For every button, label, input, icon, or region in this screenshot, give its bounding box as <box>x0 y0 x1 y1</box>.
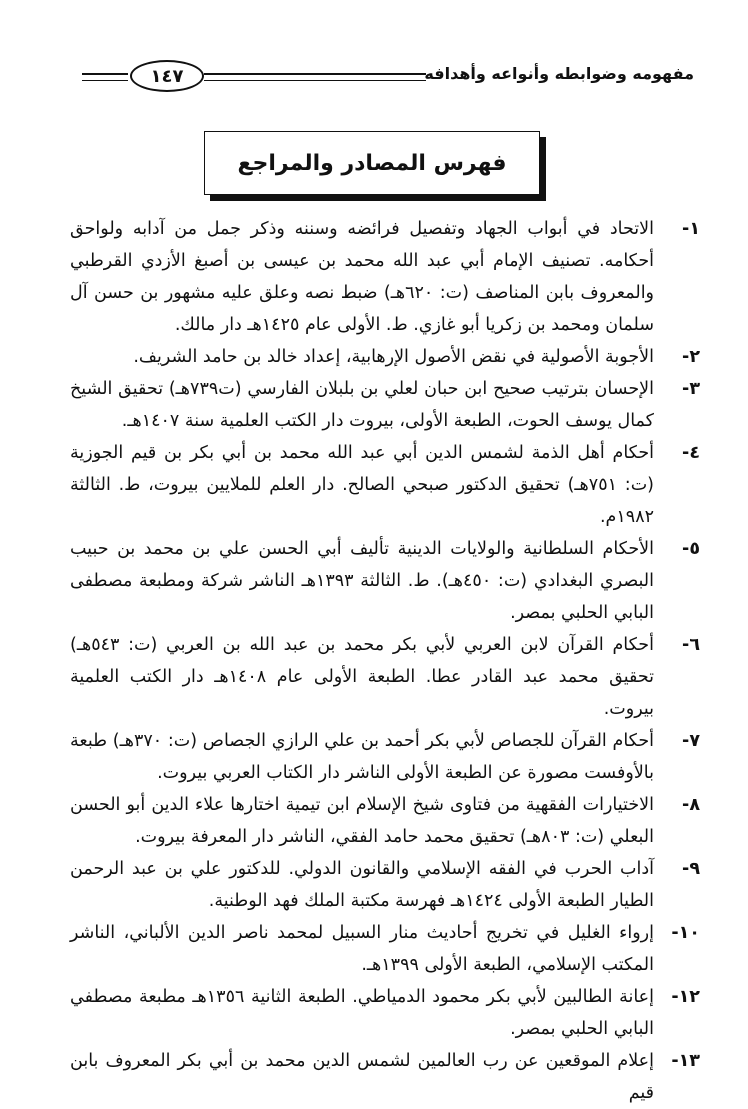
reference-number: ٤- <box>682 443 700 463</box>
reference-number: ٧- <box>682 731 700 751</box>
reference-item <box>70 341 700 373</box>
header-rule <box>204 73 426 81</box>
reference-text: إعلام الموقعين عن رب العالمين لشمس الدين محمد بن أبي بكر المعروف بابن قيم <box>70 1051 654 1103</box>
reference-list <box>70 213 700 1109</box>
reference-number: ١٠- <box>671 923 700 943</box>
running-header <box>82 58 694 94</box>
reference-item <box>70 1045 700 1109</box>
reference-number: ٨- <box>682 795 700 815</box>
reference-item <box>70 629 700 725</box>
reference-number: ٢- <box>682 347 700 367</box>
reference-number: ١- <box>682 219 700 239</box>
header-rule-left <box>82 73 128 81</box>
reference-number: ٥- <box>682 539 700 559</box>
reference-item <box>70 725 700 789</box>
section-title-box <box>204 131 540 195</box>
reference-text: أحكام القرآن للجصاص لأبي بكر أحمد بن علي الرازي الجصاص (ت: ٣٧٠هـ) طبعة بالأوفست مصورة عن الطبعة الأولى الناشر دار الكتاب العربي بيروت. <box>70 731 655 783</box>
reference-text: أحكام أهل الذمة لشمس الدين أبي عبد الله محمد بن أبي بكر بن قيم الجوزية (ت: ٧٥١هـ) تحقيق الدكتور صبحي الصالح. دار العلم للملايين بيروت، ط. الثالثة ١٩٨٢م. <box>70 443 655 527</box>
reference-text: إعانة الطالبين لأبي بكر محمود الدمياطي. الطبعة الثانية ١٣٥٦هـ مطبعة مصطفي البابي الحلبي بمصر. <box>70 987 654 1039</box>
reference-text: الأجوبة الأصولية في نقض الأصول الإرهابية، إعداد خالد بن حامد الشريف. <box>133 347 654 367</box>
reference-number: ١٢- <box>671 987 700 1007</box>
reference-text: إرواء الغليل في تخريج أحاديث منار السبيل لمحمد ناصر الدين الألباني، الناشر المكتب الإسلامي، الطبعة الأولى ١٣٩٩هـ. <box>70 923 654 975</box>
page-number-badge <box>130 60 204 92</box>
reference-item <box>70 373 700 437</box>
reference-text: آداب الحرب في الفقه الإسلامي والقانون الدولي. للدكتور علي بن عبد الرحمن الطيار الطبعة الأولى ١٤٢٤هـ فهرسة مكتبة الملك فهد الوطنية. <box>70 859 654 911</box>
reference-number: ١٣- <box>671 1051 700 1071</box>
section-title: فهرس المصادر والمراجع <box>237 150 507 176</box>
reference-text: أحكام القرآن لابن العربي لأبي بكر محمد بن عبد الله بن العربي (ت: ٥٤٣هـ) تحقيق محمد عبد القادر عطا. الطبعة الأولى عام ١٤٠٨هـ دار الكتب العلمية بيروت. <box>70 635 654 719</box>
reference-text: الإحسان بترتيب صحيح ابن حبان لعلي بن بلبلان الفارسي (ت٧٣٩هـ) تحقيق الشيخ كمال يوسف الحوت، الطبعة الأولى، بيروت دار الكتب العلمية سنة ١٤٠٧هـ. <box>70 379 654 431</box>
reference-number: ٦- <box>682 635 700 655</box>
reference-item <box>70 437 700 533</box>
reference-text: الأحكام السلطانية والولايات الدينية تأليف أبي الحسن علي بن محمد بن حبيب البصري البغدادي (ت: ٤٥٠هـ). ط. الثالثة ١٣٩٣هـ الناشر شركة ومطبعة مصطفى البابي الحلبي بمصر. <box>70 539 654 623</box>
reference-item <box>70 213 700 341</box>
reference-item <box>70 789 700 853</box>
reference-number: ٣- <box>682 379 700 399</box>
running-title: مفهومه وضوابطه وأنواعه وأهدافه <box>424 64 694 83</box>
reference-number: ٩- <box>682 859 700 879</box>
reference-text: الاتحاد في أبواب الجهاد وتفصيل فرائضه وسننه وذكر جمل من آدابه ولواحق أحكامه. تصنيف الإمام أبي عبد الله محمد بن عيسى بن أصبغ الأزدي القرطبي والمعروف بابن المناصف (ت: ٦٢٠هـ) ضبط نصه وعلق عليه مشهور بن حسن آل سلمان ومحمد بن زكريا أبو غازي. ط. الأولى عام ١٤٢٥هـ دار مالك. <box>70 219 655 335</box>
page-number: ١٤٧ <box>150 65 184 87</box>
reference-text: الاختيارات الفقهية من فتاوى شيخ الإسلام ابن تيمية اختارها علاء الدين أبو الحسن البعلي (ت: ٨٠٣هـ) تحقيق محمد حامد الفقي، الناشر دار المعرفة بيروت. <box>70 795 654 847</box>
reference-item <box>70 981 700 1045</box>
reference-item <box>70 917 700 981</box>
reference-item <box>70 853 700 917</box>
reference-item <box>70 533 700 629</box>
